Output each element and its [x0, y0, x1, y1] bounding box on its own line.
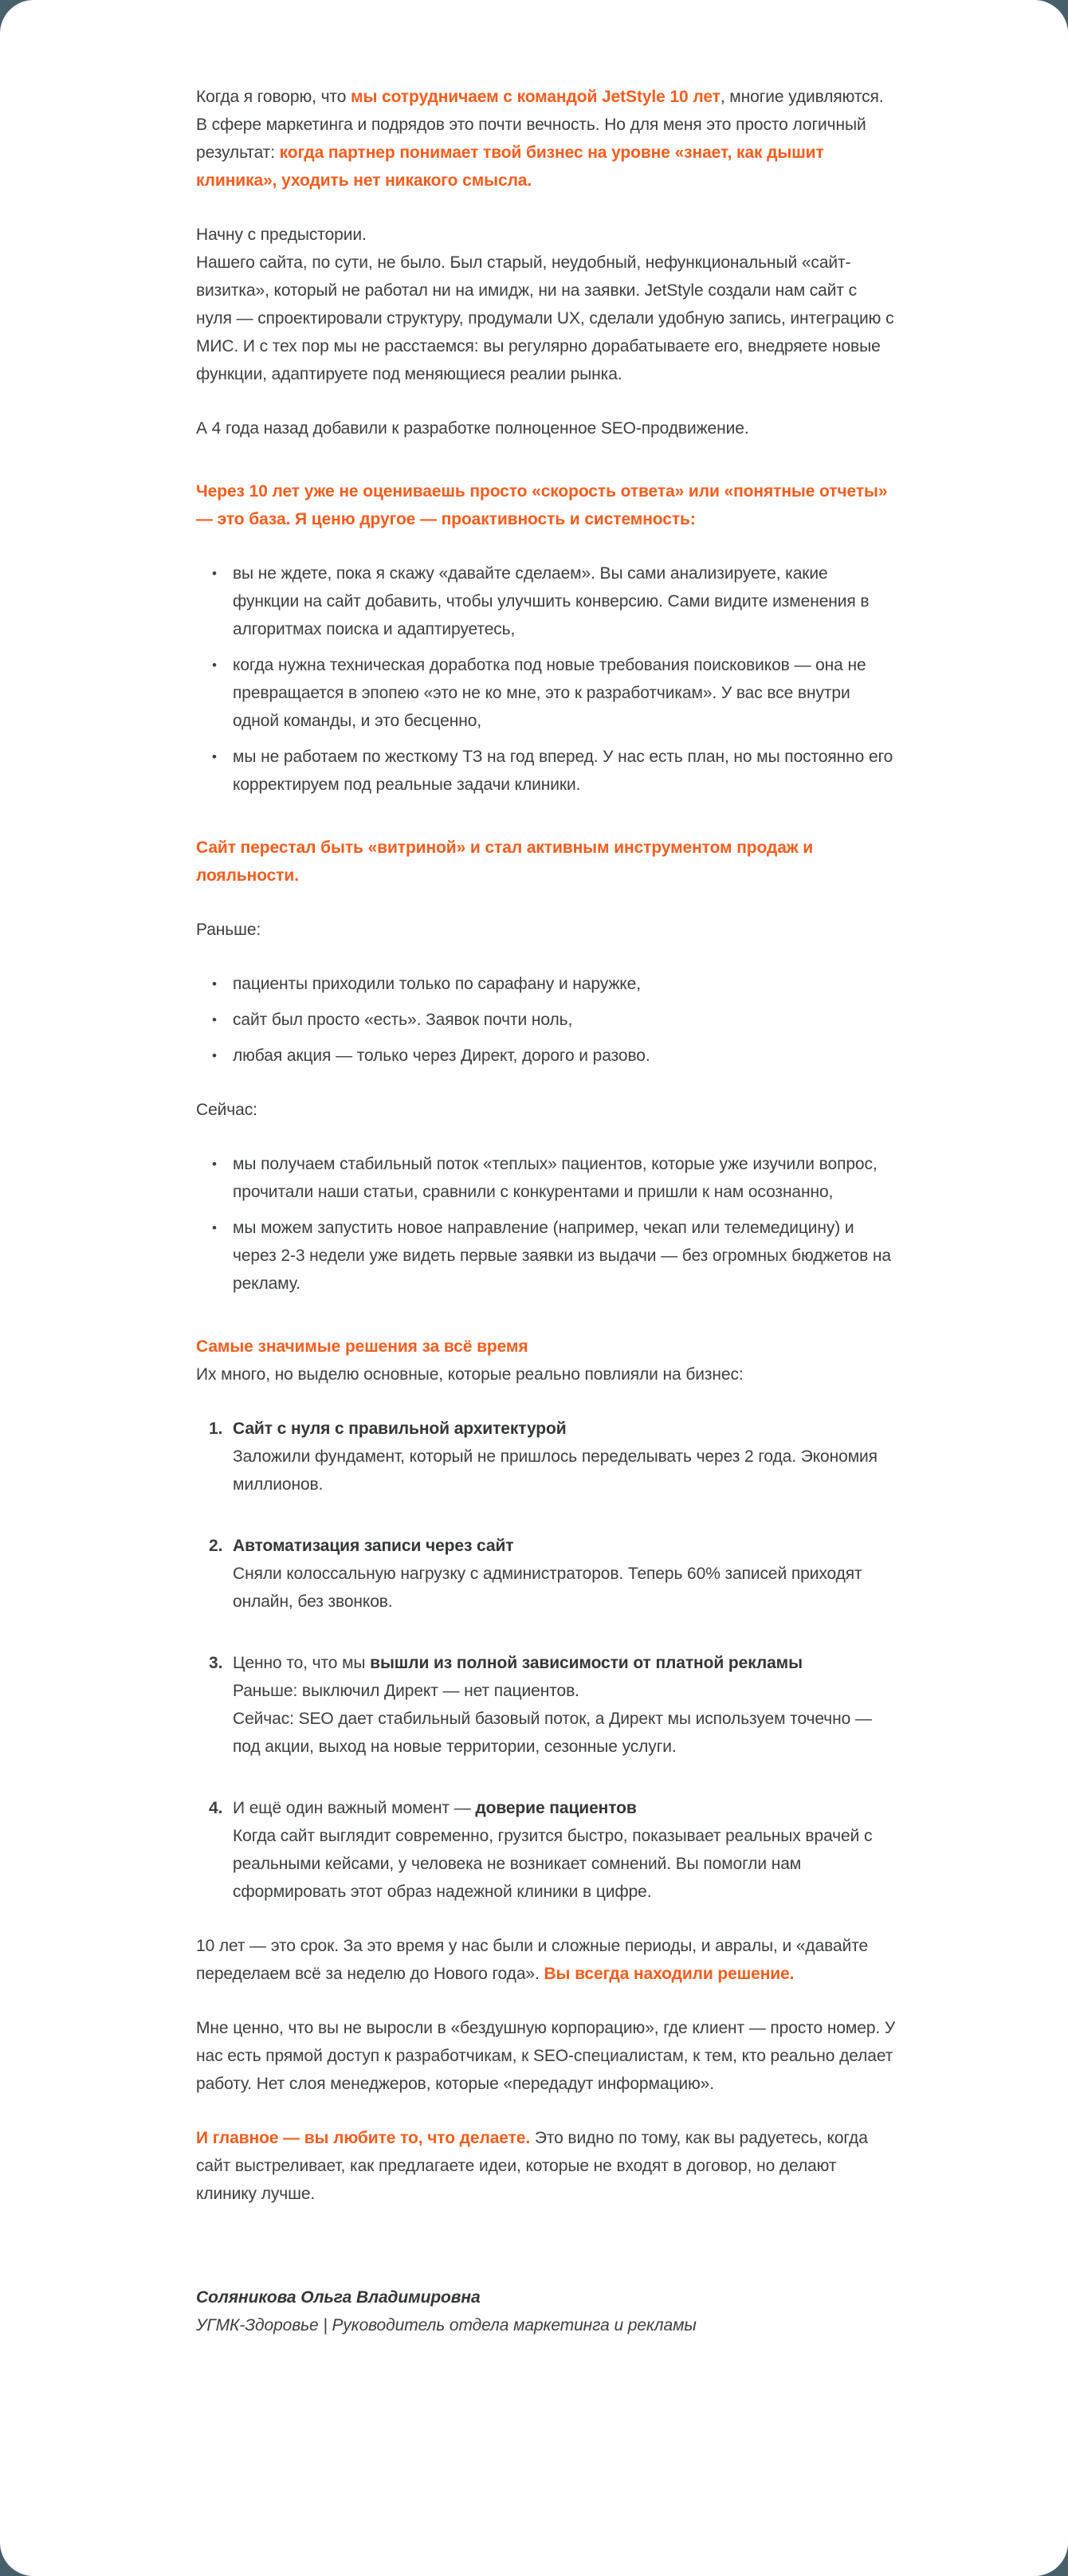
decisions-heading: Самые значимые решения за всё время [196, 1337, 528, 1356]
before-item-text: сайт был просто «есть». Заявок почти ноль, [233, 1011, 573, 1029]
signature-role: УГМК-Здоровье | Руководитель отдела маркетинга и рекламы [196, 2316, 697, 2334]
intro-text-2: , многие удивляются. В сфере маркетинга и подрядов это почти вечность. Но для меня это просто логичный результат: [196, 88, 884, 162]
bullet-icon: • [212, 1220, 217, 1235]
decision-number: 1. [209, 1420, 223, 1438]
decision-item [196, 1415, 897, 1498]
decision-title: вышли из полной зависимости от платной рекламы [370, 1654, 803, 1672]
decision-desc: Сняли колоссальную нагрузку с администраторов. Теперь 60% записей приходят онлайн, без звонков. [233, 1565, 862, 1611]
bullet-icon: • [212, 749, 217, 764]
decision-body [233, 1649, 897, 1761]
testimonial-content [196, 83, 897, 2339]
decision-item [196, 1532, 897, 1616]
list-item [196, 560, 897, 643]
after-label: Сейчас: [196, 1101, 257, 1119]
love-paragraph [196, 2124, 897, 2208]
decision-title: Сайт с нуля с правильной архитектурой [233, 1420, 567, 1438]
bullet-icon: • [212, 976, 217, 992]
decisions-header [196, 1333, 897, 1388]
decision-desc: Сейчас: SEO дает стабильный базовый поток, а Директ мы используем точечно — под акции, выход на новые территории, сезонные услуги. [233, 1710, 872, 1756]
decision-lead: И ещё один важный момент — [233, 1799, 476, 1817]
proactivity-list [196, 560, 897, 799]
decision-lead: Ценно то, что мы [233, 1654, 371, 1672]
bullet-icon: • [212, 1048, 217, 1063]
backstory-body: Нашего сайта, по сути, не было. Был старый, неудобный, нефункциональный «сайт-визитка», который не работал ни на имидж, ни на заявки. JetStyle создали нам сайт с нуля — спроектировали структуру, продумали UX, сделали удобную запись, интеграцию с МИС. И с тех пор мы не расстаемся: вы регулярно дорабатываете его, внедряете новые функции, адаптируете под меняющиеся реалии рынка. [196, 253, 894, 383]
before-item-text: любая акция — только через Директ, дорого и разово. [233, 1046, 650, 1065]
decisions-intro: Их много, но выделю основные, которые реально повлияли на бизнес: [196, 1365, 744, 1384]
decision-body [233, 1532, 897, 1616]
intro-text-1: Когда я говорю, что [196, 88, 351, 106]
decision-body [233, 1794, 897, 1906]
direct-access-paragraph: Мне ценно, что вы не выросли в «бездушную корпорацию», где клиент — просто номер. У нас есть прямой доступ к разработчикам, к SEO-специалистам, к тем, кто реально делает работу. Нет слоя менеджеров, которые «передадут информацию». [196, 2019, 896, 2093]
ten-years-accent: Вы всегда находили решение. [544, 1965, 795, 1983]
proactivity-item-text: мы не работаем по жесткому ТЗ на год вперед. У нас есть план, но мы постоянно его корректируем под реальные задачи клиники. [233, 748, 893, 794]
proactivity-item-text: когда нужна техническая доработка под новые требования поисковиков — она не превращается в эпопею «это не ко мне, это к разработчикам». У вас все внутри одной команды, и это бесценно, [233, 656, 866, 730]
proactivity-heading: Через 10 лет уже не оцениваешь просто «скорость ответа» или «понятные отчеты» — это база. Я ценю другое — проактивность и системность: [196, 482, 888, 528]
signature-block [196, 2283, 897, 2339]
ten-years-paragraph [196, 1932, 897, 1988]
decision-number: 3. [209, 1654, 223, 1672]
after-list [196, 1150, 897, 1298]
bullet-icon: • [212, 1012, 217, 1027]
decision-item [196, 1794, 897, 1906]
bullet-icon: • [212, 566, 217, 581]
intro-accent-1: мы сотрудничаем с командой JetStyle 10 лет [351, 88, 721, 106]
sales-tool-heading: Сайт перестал быть «витриной» и стал активным инструментом продаж и лояльности. [196, 838, 814, 885]
list-item [196, 651, 897, 735]
backstory-paragraph [196, 221, 897, 388]
after-item-text: мы получаем стабильный поток «теплых» пациентов, которые уже изучили вопрос, прочитали наши статьи, сравнили с конкурентами и пришли к нам осознанно, [233, 1155, 878, 1201]
before-list [196, 970, 897, 1070]
intro-paragraph [196, 83, 897, 194]
decision-desc: Заложили фундамент, который не пришлось переделывать через 2 года. Экономия миллионов. [233, 1447, 878, 1494]
before-item-text: пациенты приходили только по сарафану и наружке, [233, 975, 641, 993]
list-item [196, 743, 897, 799]
list-item [196, 1042, 897, 1070]
seo-note-paragraph: А 4 года назад добавили к разработке полноценное SEO-продвижение. [196, 419, 749, 438]
ten-years-text: 10 лет — это срок. За это время у нас были и сложные периоды, и авралы, и «давайте переделаем всё за неделю до Нового года». [196, 1937, 869, 1983]
decision-title: Автоматизация записи через сайт [233, 1537, 514, 1555]
decision-item [196, 1649, 897, 1761]
after-item-text: мы можем запустить новое направление (например, чекап или телемедицину) и через 2-3 недели уже видеть первые заявки из выдачи — без огромных бюджетов на рекламу. [233, 1219, 891, 1293]
signature-name: Соляникова Ольга Владимировна [196, 2288, 481, 2307]
proactivity-item-text: вы не ждете, пока я скажу «давайте сделаем». Вы сами анализируете, какие функции на сайт добавить, чтобы улучшить конверсию. Сами видите изменения в алгоритмах поиска и адаптируетесь, [233, 564, 870, 638]
decision-desc: Раньше: выключил Директ — нет пациентов. [233, 1682, 579, 1700]
list-item [196, 1006, 897, 1034]
decision-number: 2. [209, 1537, 223, 1555]
decision-body [233, 1415, 897, 1498]
intro-accent-2: когда партнер понимает твой бизнес на уровне «знает, как дышит клиника», уходить нет никакого смысла. [196, 143, 824, 190]
decision-desc: Когда сайт выглядит современно, грузится быстро, показывает реальных врачей с реальными кейсами, у человека не возникает сомнений. Вы помогли нам сформировать этот образ надежной клиники в цифре. [233, 1827, 873, 1901]
love-accent: И главное — вы любите то, что делаете. [196, 2129, 531, 2147]
list-item [196, 1150, 897, 1206]
love-text: Это видно по тому, как вы радуетесь, когда сайт выстреливает, как предлагаете идеи, которые не входят в договор, но делают клинику лучше. [196, 2129, 868, 2203]
decision-number: 4. [209, 1799, 223, 1817]
list-item [196, 1214, 897, 1298]
list-item [196, 970, 897, 998]
decisions-list [196, 1415, 897, 1906]
decision-title: доверие пациентов [475, 1799, 637, 1817]
bullet-icon: • [212, 1156, 217, 1172]
before-label: Раньше: [196, 921, 261, 939]
backstory-lead: Начну с предыстории. [196, 226, 367, 244]
bullet-icon: • [212, 658, 217, 673]
